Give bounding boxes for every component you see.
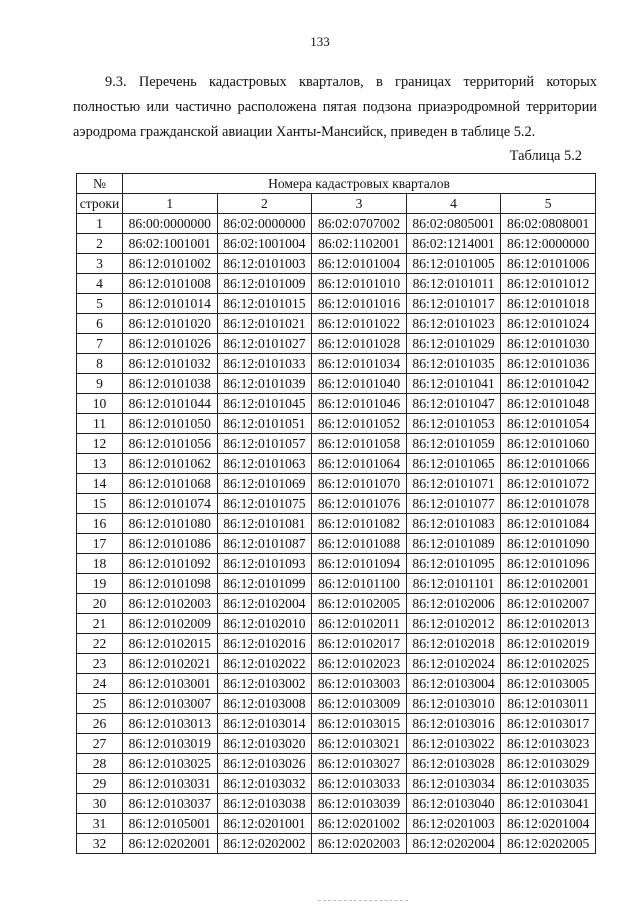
- row-number-cell: 7: [77, 334, 123, 354]
- table-row: [77, 534, 596, 554]
- cadastral-number-cell: 86:12:0101094: [312, 554, 407, 574]
- cadastral-number-cell: 86:12:0101010: [312, 274, 407, 294]
- cadastral-number-cell: 86:12:0101050: [123, 414, 218, 434]
- row-number-cell: 32: [77, 834, 123, 854]
- table-row: [77, 594, 596, 614]
- table-row: [77, 494, 596, 514]
- cadastral-number-cell: 86:12:0101076: [312, 494, 407, 514]
- cadastral-number-cell: 86:12:0202004: [406, 834, 501, 854]
- cadastral-number-cell: 86:12:0103033: [312, 774, 407, 794]
- cadastral-number-cell: 86:12:0101032: [123, 354, 218, 374]
- cadastral-number-cell: 86:12:0101088: [312, 534, 407, 554]
- cadastral-number-cell: 86:12:0103014: [217, 714, 312, 734]
- cadastral-number-cell: 86:12:0101051: [217, 414, 312, 434]
- row-number-cell: 27: [77, 734, 123, 754]
- cadastral-number-cell: 86:12:0101004: [312, 254, 407, 274]
- row-number-cell: 18: [77, 554, 123, 574]
- table-row: [77, 554, 596, 574]
- cadastral-number-cell: 86:12:0101071: [406, 474, 501, 494]
- cadastral-number-cell: 86:12:0101089: [406, 534, 501, 554]
- cadastral-number-cell: 86:12:0101099: [217, 574, 312, 594]
- cadastral-number-cell: 86:12:0201004: [501, 814, 596, 834]
- cadastral-number-cell: 86:12:0101048: [501, 394, 596, 414]
- cadastral-number-cell: 86:12:0101062: [123, 454, 218, 474]
- cadastral-number-cell: 86:12:0101005: [406, 254, 501, 274]
- table-row: [77, 834, 596, 854]
- cadastral-number-cell: 86:12:0103013: [123, 714, 218, 734]
- cadastral-number-cell: 86:12:0101060: [501, 434, 596, 454]
- cadastral-number-cell: 86:12:0101084: [501, 514, 596, 534]
- cadastral-number-cell: 86:12:0101078: [501, 494, 596, 514]
- cadastral-number-cell: 86:12:0101008: [123, 274, 218, 294]
- cadastral-number-cell: 86:12:0103041: [501, 794, 596, 814]
- cadastral-number-cell: 86:12:0103011: [501, 694, 596, 714]
- row-number-cell: 15: [77, 494, 123, 514]
- table-row: [77, 334, 596, 354]
- cadastral-number-cell: 86:12:0101100: [312, 574, 407, 594]
- cadastral-number-cell: 86:12:0101056: [123, 434, 218, 454]
- cadastral-number-cell: 86:00:0000000: [123, 214, 218, 234]
- row-number-header-bottom: строки: [77, 194, 123, 214]
- section-heading: [73, 70, 597, 145]
- table-row: [77, 674, 596, 694]
- table-row: [77, 514, 596, 534]
- cadastral-number-cell: 86:12:0101040: [312, 374, 407, 394]
- cadastral-number-cell: 86:12:0101069: [217, 474, 312, 494]
- cadastral-number-cell: 86:12:0101016: [312, 294, 407, 314]
- cadastral-number-cell: 86:12:0102012: [406, 614, 501, 634]
- table-row: [77, 474, 596, 494]
- cadastral-number-cell: 86:12:0103031: [123, 774, 218, 794]
- table-row: [77, 254, 596, 274]
- row-number-cell: 8: [77, 354, 123, 374]
- cadastral-number-cell: 86:12:0101066: [501, 454, 596, 474]
- row-number-cell: 20: [77, 594, 123, 614]
- cadastral-number-cell: 86:12:0102015: [123, 634, 218, 654]
- cadastral-number-cell: 86:12:0101044: [123, 394, 218, 414]
- cadastral-number-cell: 86:12:0101081: [217, 514, 312, 534]
- table-row: [77, 414, 596, 434]
- cadastral-number-cell: 86:02:1001004: [217, 234, 312, 254]
- cadastral-number-cell: 86:12:0103001: [123, 674, 218, 694]
- cadastral-number-cell: 86:12:0101009: [217, 274, 312, 294]
- row-number-cell: 28: [77, 754, 123, 774]
- cadastral-number-cell: 86:12:0102004: [217, 594, 312, 614]
- cadastral-number-cell: 86:12:0101046: [312, 394, 407, 414]
- cadastral-number-cell: 86:12:0102025: [501, 654, 596, 674]
- table-row: [77, 394, 596, 414]
- table-row: [77, 714, 596, 734]
- table-row: [77, 614, 596, 634]
- cadastral-number-cell: 86:12:0103035: [501, 774, 596, 794]
- row-number-cell: 29: [77, 774, 123, 794]
- row-number-cell: 10: [77, 394, 123, 414]
- cadastral-number-cell: 86:12:0101083: [406, 514, 501, 534]
- cadastral-number-cell: 86:02:0808001: [501, 214, 596, 234]
- cadastral-number-cell: 86:12:0102023: [312, 654, 407, 674]
- table-row: [77, 434, 596, 454]
- cadastral-number-cell: 86:12:0102001: [501, 574, 596, 594]
- cadastral-number-cell: 86:12:0103039: [312, 794, 407, 814]
- table-row: [77, 774, 596, 794]
- cadastral-number-cell: 86:12:0103019: [123, 734, 218, 754]
- table-row: [77, 634, 596, 654]
- row-number-header-top: №: [77, 174, 123, 194]
- row-number-cell: 23: [77, 654, 123, 674]
- cadastral-number-cell: 86:12:0102013: [501, 614, 596, 634]
- cadastral-number-cell: 86:12:0102016: [217, 634, 312, 654]
- cadastral-number-cell: 86:12:0101029: [406, 334, 501, 354]
- cadastral-number-cell: 86:12:0103017: [501, 714, 596, 734]
- cadastral-number-cell: 86:02:0707002: [312, 214, 407, 234]
- cadastral-number-cell: 86:02:1102001: [312, 234, 407, 254]
- cadastral-number-cell: 86:12:0103027: [312, 754, 407, 774]
- row-number-cell: 26: [77, 714, 123, 734]
- cadastral-number-cell: 86:12:0103004: [406, 674, 501, 694]
- row-number-cell: 5: [77, 294, 123, 314]
- cadastral-number-cell: 86:02:1214001: [406, 234, 501, 254]
- row-number-cell: 4: [77, 274, 123, 294]
- row-number-cell: 19: [77, 574, 123, 594]
- cadastral-number-cell: 86:12:0101014: [123, 294, 218, 314]
- row-number-cell: 22: [77, 634, 123, 654]
- row-number-cell: 25: [77, 694, 123, 714]
- cadastral-number-cell: 86:12:0103029: [501, 754, 596, 774]
- cadastral-number-cell: 86:12:0103009: [312, 694, 407, 714]
- table-header-row-1: [77, 174, 596, 194]
- cadastral-number-cell: 86:12:0103026: [217, 754, 312, 774]
- cadastral-number-cell: 86:12:0101054: [501, 414, 596, 434]
- cadastral-number-cell: 86:12:0103002: [217, 674, 312, 694]
- table-row: [77, 214, 596, 234]
- cadastral-number-cell: 86:12:0101072: [501, 474, 596, 494]
- cadastral-number-cell: 86:12:0101052: [312, 414, 407, 434]
- cadastral-number-cell: 86:12:0103022: [406, 734, 501, 754]
- cadastral-number-cell: 86:12:0101087: [217, 534, 312, 554]
- cadastral-number-cell: 86:12:0101064: [312, 454, 407, 474]
- cadastral-number-cell: 86:12:0101059: [406, 434, 501, 454]
- cadastral-number-cell: 86:12:0101096: [501, 554, 596, 574]
- table-row: [77, 294, 596, 314]
- cadastral-number-cell: 86:12:0103020: [217, 734, 312, 754]
- table-row: [77, 574, 596, 594]
- cadastral-number-cell: 86:02:0000000: [217, 214, 312, 234]
- cadastral-number-cell: 86:12:0101023: [406, 314, 501, 334]
- cadastral-number-cell: 86:12:0103023: [501, 734, 596, 754]
- scan-edge-mark: [318, 900, 408, 901]
- cadastral-number-cell: 86:12:0103028: [406, 754, 501, 774]
- cadastral-number-cell: 86:12:0101093: [217, 554, 312, 574]
- row-number-cell: 14: [77, 474, 123, 494]
- table-row: [77, 654, 596, 674]
- cadastral-number-cell: 86:12:0101098: [123, 574, 218, 594]
- cadastral-number-cell: 86:12:0103040: [406, 794, 501, 814]
- row-number-cell: 3: [77, 254, 123, 274]
- cadastral-number-cell: 86:02:0805001: [406, 214, 501, 234]
- table-body: [77, 214, 596, 854]
- cadastral-number-cell: 86:12:0101065: [406, 454, 501, 474]
- cadastral-number-cell: 86:12:0103037: [123, 794, 218, 814]
- cadastral-number-cell: 86:12:0102011: [312, 614, 407, 634]
- table-header-row-2: [77, 194, 596, 214]
- row-number-cell: 6: [77, 314, 123, 334]
- table-row: [77, 734, 596, 754]
- row-number-cell: 1: [77, 214, 123, 234]
- cadastral-number-cell: 86:12:0103021: [312, 734, 407, 754]
- cadastral-number-cell: 86:12:0202005: [501, 834, 596, 854]
- cadastral-number-cell: 86:12:0103003: [312, 674, 407, 694]
- cadastral-number-cell: 86:12:0102010: [217, 614, 312, 634]
- cadastral-number-cell: 86:12:0202002: [217, 834, 312, 854]
- cadastral-number-cell: 86:12:0103032: [217, 774, 312, 794]
- cadastral-number-cell: 86:02:1001001: [123, 234, 218, 254]
- cadastral-number-cell: 86:12:0103016: [406, 714, 501, 734]
- table-row: [77, 314, 596, 334]
- cadastral-number-cell: 86:12:0101075: [217, 494, 312, 514]
- cadastral-number-cell: 86:12:0102017: [312, 634, 407, 654]
- column-header: 2: [217, 194, 312, 214]
- cadastral-number-cell: 86:12:0101095: [406, 554, 501, 574]
- cadastral-number-cell: 86:12:0101080: [123, 514, 218, 534]
- cadastral-number-cell: 86:12:0201003: [406, 814, 501, 834]
- cadastral-number-cell: 86:12:0101011: [406, 274, 501, 294]
- cadastral-number-cell: 86:12:0101090: [501, 534, 596, 554]
- table-row: [77, 274, 596, 294]
- cadastral-number-cell: 86:12:0102007: [501, 594, 596, 614]
- table-row: [77, 814, 596, 834]
- cadastral-number-cell: 86:12:0101058: [312, 434, 407, 454]
- cadastral-number-cell: 86:12:0101036: [501, 354, 596, 374]
- column-header: 3: [312, 194, 407, 214]
- cadastral-number-cell: 86:12:0101033: [217, 354, 312, 374]
- cadastral-number-cell: 86:12:0101038: [123, 374, 218, 394]
- cadastral-number-cell: 86:12:0103025: [123, 754, 218, 774]
- cadastral-number-cell: 86:12:0202001: [123, 834, 218, 854]
- cadastral-number-cell: 86:12:0101020: [123, 314, 218, 334]
- cadastral-number-cell: 86:12:0102024: [406, 654, 501, 674]
- cadastral-number-cell: 86:12:0102003: [123, 594, 218, 614]
- heading-line-3: аэродрома гражданской авиации Ханты-Мансийск, приведен в таблице 5.2.: [73, 124, 536, 140]
- row-number-cell: 9: [77, 374, 123, 394]
- cadastral-number-cell: 86:12:0101101: [406, 574, 501, 594]
- cadastral-number-cell: 86:12:0101030: [501, 334, 596, 354]
- table-caption: Таблица 5.2: [509, 148, 582, 164]
- table-row: [77, 374, 596, 394]
- cadastral-number-cell: 86:12:0101070: [312, 474, 407, 494]
- cadastral-number-cell: 86:12:0101012: [501, 274, 596, 294]
- cadastral-number-cell: 86:12:0101041: [406, 374, 501, 394]
- row-number-cell: 17: [77, 534, 123, 554]
- cadastral-number-cell: 86:12:0202003: [312, 834, 407, 854]
- table-row: [77, 234, 596, 254]
- row-number-cell: 21: [77, 614, 123, 634]
- cadastral-number-cell: 86:12:0102006: [406, 594, 501, 614]
- cadastral-number-cell: 86:12:0101068: [123, 474, 218, 494]
- cadastral-number-cell: 86:12:0101045: [217, 394, 312, 414]
- cadastral-number-cell: 86:12:0101057: [217, 434, 312, 454]
- cadastral-number-cell: 86:12:0102022: [217, 654, 312, 674]
- table-row: [77, 794, 596, 814]
- cadastral-number-cell: 86:12:0101063: [217, 454, 312, 474]
- cadastral-number-cell: 86:12:0101039: [217, 374, 312, 394]
- cadastral-number-cell: 86:12:0103038: [217, 794, 312, 814]
- cadastral-number-cell: 86:12:0201001: [217, 814, 312, 834]
- page-number: 133: [310, 34, 330, 49]
- table-row: [77, 454, 596, 474]
- heading-line-1: 9.3. Перечень кадастровых кварталов, в границах территорий которых: [105, 74, 597, 90]
- cadastral-number-cell: 86:12:0102009: [123, 614, 218, 634]
- cadastral-number-cell: 86:12:0101028: [312, 334, 407, 354]
- group-header: Номера кадастровых кварталов: [123, 174, 596, 194]
- cadastral-number-cell: 86:12:0101018: [501, 294, 596, 314]
- cadastral-number-cell: 86:12:0102018: [406, 634, 501, 654]
- cadastral-number-cell: 86:12:0101003: [217, 254, 312, 274]
- cadastral-number-cell: 86:12:0102005: [312, 594, 407, 614]
- column-header: 4: [406, 194, 501, 214]
- cadastral-number-cell: 86:12:0103005: [501, 674, 596, 694]
- cadastral-number-cell: 86:12:0103034: [406, 774, 501, 794]
- cadastral-number-cell: 86:12:0101006: [501, 254, 596, 274]
- table-row: [77, 354, 596, 374]
- cadastral-number-cell: 86:12:0101074: [123, 494, 218, 514]
- cadastral-number-cell: 86:12:0102021: [123, 654, 218, 674]
- cadastral-number-cell: 86:12:0102019: [501, 634, 596, 654]
- cadastral-number-cell: 86:12:0101015: [217, 294, 312, 314]
- cadastral-number-cell: 86:12:0103007: [123, 694, 218, 714]
- column-header: 1: [123, 194, 218, 214]
- column-header: 5: [501, 194, 596, 214]
- cadastral-number-cell: 86:12:0103010: [406, 694, 501, 714]
- cadastral-number-cell: 86:12:0000000: [501, 234, 596, 254]
- row-number-cell: 16: [77, 514, 123, 534]
- cadastral-quarters-table: [76, 173, 596, 854]
- cadastral-number-cell: 86:12:0101082: [312, 514, 407, 534]
- cadastral-number-cell: 86:12:0101027: [217, 334, 312, 354]
- heading-line-2: полностью или частично расположена пятая подзона приаэродромной территории: [73, 99, 597, 115]
- row-number-cell: 31: [77, 814, 123, 834]
- row-number-cell: 13: [77, 454, 123, 474]
- row-number-cell: 11: [77, 414, 123, 434]
- table-row: [77, 754, 596, 774]
- cadastral-number-cell: 86:12:0105001: [123, 814, 218, 834]
- cadastral-number-cell: 86:12:0101077: [406, 494, 501, 514]
- row-number-cell: 30: [77, 794, 123, 814]
- row-number-cell: 12: [77, 434, 123, 454]
- cadastral-number-cell: 86:12:0101021: [217, 314, 312, 334]
- cadastral-number-cell: 86:12:0101017: [406, 294, 501, 314]
- cadastral-number-cell: 86:12:0101042: [501, 374, 596, 394]
- cadastral-number-cell: 86:12:0103008: [217, 694, 312, 714]
- cadastral-number-cell: 86:12:0101092: [123, 554, 218, 574]
- cadastral-number-cell: 86:12:0101024: [501, 314, 596, 334]
- cadastral-number-cell: 86:12:0101035: [406, 354, 501, 374]
- cadastral-number-cell: 86:12:0101034: [312, 354, 407, 374]
- cadastral-number-cell: 86:12:0101086: [123, 534, 218, 554]
- cadastral-number-cell: 86:12:0103015: [312, 714, 407, 734]
- cadastral-number-cell: 86:12:0101002: [123, 254, 218, 274]
- cadastral-number-cell: 86:12:0201002: [312, 814, 407, 834]
- row-number-cell: 2: [77, 234, 123, 254]
- cadastral-number-cell: 86:12:0101026: [123, 334, 218, 354]
- cadastral-number-cell: 86:12:0101022: [312, 314, 407, 334]
- table-row: [77, 694, 596, 714]
- cadastral-number-cell: 86:12:0101053: [406, 414, 501, 434]
- row-number-cell: 24: [77, 674, 123, 694]
- cadastral-number-cell: 86:12:0101047: [406, 394, 501, 414]
